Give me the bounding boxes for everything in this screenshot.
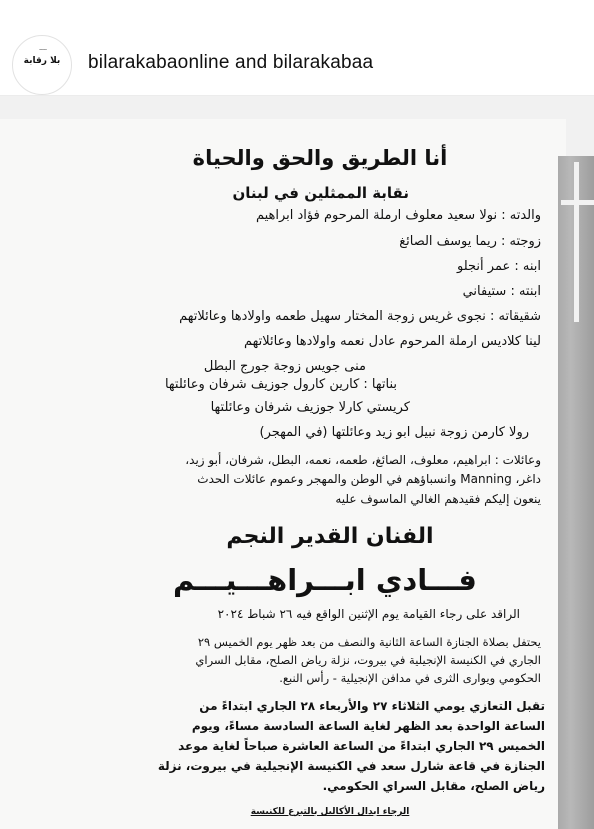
account-avatar[interactable] [12, 35, 72, 95]
condolences-line: تقبل التعازي يومي الثلاثاء ٢٧ والأربعاء ٢٨ الجاري ابتداءً من [199, 699, 545, 713]
notice-line: داغر، Manning وانسباؤهم في الوطن والمهجر وعموم عائلات الحدث [197, 472, 541, 486]
notice-line: منى جويس زوجة جورج البطل [203, 359, 366, 374]
condolences-line: الخميس ٢٩ الجاري ابتداءً من الساعة العاشرة صباحاً لغاية موعد [178, 739, 545, 753]
notice-org: نقابة الممثلين في لبنان [232, 184, 409, 202]
notice-line: ابنته : ستيفاني [462, 284, 541, 299]
notice-footer: الرجاء ابدال الأكاليل بالتبرع للكنيسة [250, 807, 410, 817]
notice-line: بناتها : كارين كارول جوزيف شرفان وعائلتها [164, 377, 397, 392]
post-image [0, 96, 594, 829]
funeral-line: الحكومي ويوارى الثرى في مدافن الإنجيلية - رأس النبع. [279, 671, 541, 685]
account-names[interactable]: bilarakabaonline and bilarakabaa [88, 52, 374, 73]
condolences-line: الجنازة في قاعة شارل سعد في الكنيسة الإنجيلية في بيروت، نزلة [157, 759, 545, 773]
condolences-line: الساعة الواحدة بعد الظهر لغاية الساعة السادسة مساءً، ويوم [191, 719, 545, 733]
notice-line: لينا كلاديس ارملة المرحوم عادل نعمه واولادها وعائلاتهم [244, 334, 541, 349]
condolences-line: رياض الصلح، مقابل السراي الحكومي. [322, 779, 545, 793]
cross-bar [561, 200, 594, 205]
death-line: الراقد على رجاء القيامة يوم الإثنين الواقع فيه ٢٦ شباط ٢٠٢٤ [217, 607, 520, 621]
notice-line: ابنه : عمر أنجلو [457, 259, 541, 274]
deceased-name: فـــادي ابـــراهـــيـــم [173, 563, 477, 597]
notice-line: زوجته : ريما يوسف الصائغ [399, 234, 541, 249]
notice-line: وعائلات : ابراهيم، معلوف، الصائغ، طعمه، نعمه، البطل، شرفان، أبو زيد، [185, 453, 541, 467]
notice-line: والدته : نولا سعيد معلوف ارملة المرحوم فؤاد ابراهيم [255, 208, 541, 223]
post-header [0, 0, 594, 96]
notice-line: ينعون إليكم فقيدهم الغالي الماسوف عليه [335, 492, 541, 506]
avatar-logo-mark: ـــــ [39, 46, 47, 52]
notice-line: شقيقاته : نجوى غريس زوجة المختار سهيل طعمه واولادها وعائلاتهم [179, 309, 541, 324]
funeral-line: يحتفل بصلاة الجنازة الساعة الثانية والنصف من بعد ظهر يوم الخميس ٢٩ [197, 635, 541, 649]
avatar-logo-text: بلا رقابة [23, 56, 61, 66]
notice-heading: أنا الطريق والحق والحياة [192, 146, 448, 170]
deceased-epithet: الفنان القدير النجم [226, 524, 434, 549]
notice-line: رولا كارمن زوجة نبيل ابو زيد وعائلتها (في المهجر) [259, 425, 529, 440]
cross-icon [574, 162, 579, 322]
funeral-line: الجاري في الكنيسة الإنجيلية في بيروت، نزلة رياض الصلح، مقابل السراي [195, 653, 541, 667]
notice-line: كريستي كارلا جوزيف شرفان وعائلتها [210, 400, 410, 415]
